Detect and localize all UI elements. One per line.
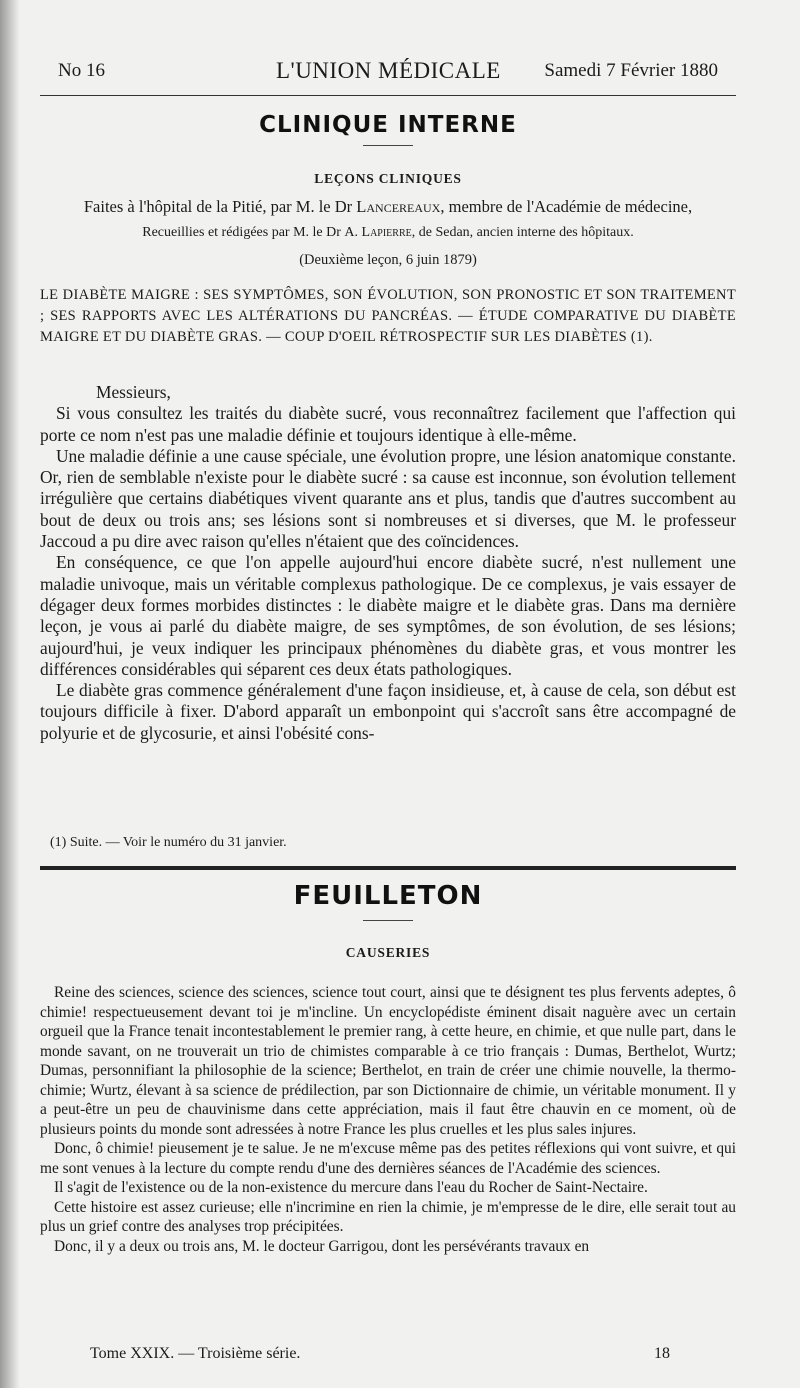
feuilleton-separator <box>40 866 736 870</box>
lesson-topic: LE DIABÈTE MAIGRE : SES SYMPTÔMES, SON ÉVOLUTION, SON PRONOSTIC ET SON TRAITEMENT ; SES RAPPORTS AVEC LES ALTÉRATIONS DU PANCRÉAS. — ÉTUDE COMPARATIVE DU DIABÈTE MAIGRE ET DU DIABÈTE GRAS. — COUP D'OEIL RÉTROSPECTIF SUR LES DIABÈTES (1). <box>40 287 736 345</box>
paragraph: Reine des sciences, science des sciences, science tout court, ainsi que te désignent tes plus fervents adeptes, ô chimie! respectueusement devant toi je m'incline. Un encyclopédiste éminent disait naguère avec un certain orgueil que la France tenait incontestablement le premier rang, à cette heure, en chimie, et que nulle part, dans le monde savant, on ne trouverait un trio de chimistes comparable à ce trio français : Dumas, Berthelot, Wurtz; Dumas, personnifiant la philosophie de la science; Berthelot, en train de créer une chimie nouvelle, la thermo-chimie; Wurtz, élevant à sa science de prédilection, par son Dictionnaire de chimie, un véritable monument. Il y a peut-être un peu de chauvinisme dans cette appréciation, mais il faut être chauvin en ce moment, où de plusieurs points du monde sont adressées à notre France les plus cruelles et les plus sales injures. <box>40 984 736 1138</box>
volume-info: Tome XXIX. — Troisième série. <box>90 1345 301 1362</box>
issue-number: No 16 <box>58 60 105 81</box>
lesson-date: (Deuxième leçon, 6 juin 1879) <box>299 252 477 268</box>
section-title-feuilleton: FEUILLETON <box>293 881 483 911</box>
paragraph: Si vous consultez les traités du diabète sucré, vous reconnaîtrez facilement que l'affection qui porte ce nom n'est pas une maladie définie et toujours identique à elle-même. <box>40 403 736 445</box>
salutation: Messieurs, <box>96 382 171 402</box>
section-title-clinique: CLINIQUE INTERNE <box>259 112 517 138</box>
author-line <box>40 197 736 217</box>
feuilleton-body <box>40 983 736 1256</box>
lecons-subtitle: LEÇONS CLINIQUES <box>314 171 462 186</box>
paragraph: Donc, ô chimie! pieusement je te salue. Je ne m'excuse même pas des petites réflexions qui vont suivre, et qui me sont venues à la lecture du compte rendu d'une des dernières séances de l'Académie des sciences. <box>40 1140 736 1177</box>
editor-line-suffix: , de Sedan, ancien interne des hôpitaux. <box>411 225 634 240</box>
title-underline <box>363 920 413 921</box>
binding-shadow <box>0 0 20 1388</box>
journal-title: L'UNION MÉDICALE <box>276 58 501 83</box>
header-rule <box>40 95 736 96</box>
author-line-suffix: , membre de l'Académie de médecine, <box>440 197 693 216</box>
paragraph: Cette histoire est assez curieuse; elle n'incrimine en rien la chimie, je m'empresse de le dire, elle serait tout au plus un grief contre des analyses trop précipitées. <box>40 1198 736 1235</box>
page-number: 18 <box>654 1345 670 1362</box>
editor-line-prefix: Recueillies et rédigées par M. le Dr <box>142 225 345 240</box>
author-name: Lancereaux <box>356 197 441 216</box>
paragraph: Le diabète gras commence généralement d'une façon insidieuse, et, à cause de cela, son début est toujours difficile à fixer. D'abord apparaît un embonpoint qui s'accroît sans être accompagné de polyurie et de glycosurie, et ainsi l'obésité cons- <box>40 680 736 743</box>
footnote: (1) Suite. — Voir le numéro du 31 janvier. <box>50 835 287 850</box>
paragraph: Donc, il y a deux ou trois ans, M. le docteur Garrigou, dont les persévérants travaux en <box>54 1237 590 1255</box>
title-underline <box>363 145 413 146</box>
causeries-subtitle: CAUSERIES <box>345 945 431 960</box>
clinique-body <box>40 382 736 744</box>
paragraph: Une maladie définie a une cause spéciale, une évolution propre, une lésion anatomique constante. Or, rien de semblable n'existe pour le diabète sucré : sa cause est inconnue, son évolution tellement irrégulière que certains diabétiques vivent quarante ans et plus, tandis que d'autres succombent au bout de deux ou trois ans; ses lésions sont si nombreuses et si diverses, que M. le professeur Jaccoud a pu dire avec raison qu'elles n'étaient que des coïncidences. <box>40 445 736 552</box>
paragraph: En conséquence, ce que l'on appelle aujourd'hui encore diabète sucré, n'est nullement une maladie univoque, mais un véritable complexus pathologique. De ce complexus, je vais essayer de dégager deux formes morbides distinctes : le diabète maigre et le diabète gras. Dans ma dernière leçon, je vous ai parlé du diabète maigre, de ses symptômes, de son évolution, de ses lésions; aujourd'hui, je veux indiquer les principaux phénomènes du diabète gras, et vous montrer les différences considérables qui séparent ces deux états pathologiques. <box>40 552 736 679</box>
paragraph: Il s'agit de l'existence ou de la non-existence du mercure dans l'eau du Rocher de Saint-Nectaire. <box>54 1179 648 1196</box>
editor-line <box>40 225 736 241</box>
author-line-prefix: Faites à l'hôpital de la Pitié, par M. le Dr <box>83 197 357 216</box>
issue-date: Samedi 7 Février 1880 <box>544 60 718 81</box>
running-header <box>58 58 718 86</box>
editor-name: A. Lapierre <box>344 225 412 240</box>
